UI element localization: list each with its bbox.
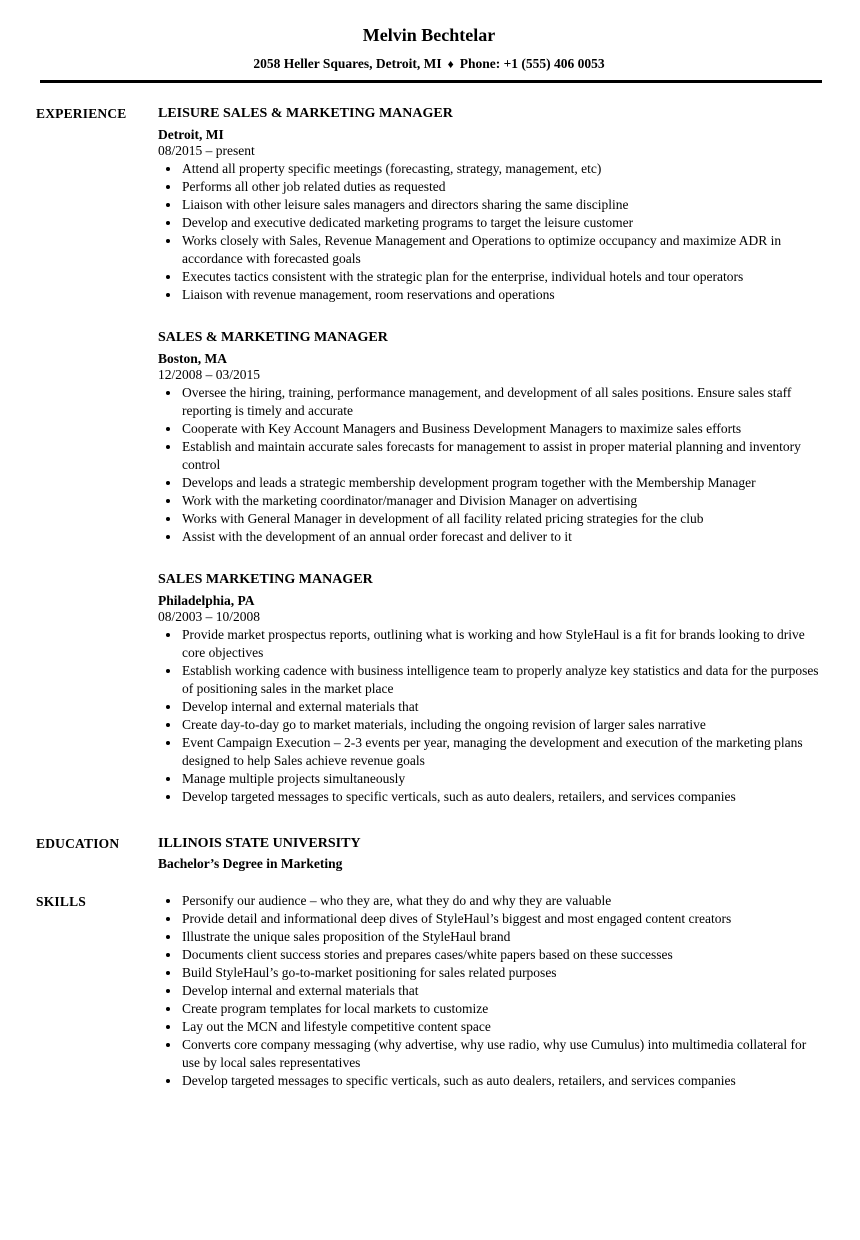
resume-body (36, 83, 822, 1090)
bullet-item: • Develop targeted messages to specific verticals, such as auto dealers, retailers, and services companies (181, 788, 822, 806)
bullet-item: • Assist with the development of an annual order forecast and deliver to it (181, 528, 822, 546)
bullet-item: • Create program templates for local markets to customize (181, 1000, 822, 1018)
bullet-item: • Develop internal and external materials that (181, 982, 822, 1000)
bullet-item: • Establish and maintain accurate sales forecasts for management to assist in proper material planning and inventory control (181, 438, 822, 474)
job-entry (158, 104, 822, 304)
experience-content (158, 104, 822, 806)
skills-section-label: SKILLS (36, 894, 86, 909)
contact-address: 2058 Heller Squares, Detroit, MI (253, 56, 442, 71)
education-section-label: EDUCATION (36, 836, 120, 851)
bullet-item: • Build StyleHaul’s go-to-market positioning for sales related purposes (181, 964, 822, 982)
job-entry (158, 570, 822, 806)
bullet-item: • Liaison with other leisure sales managers and directors sharing the same discipline (181, 196, 822, 214)
job-title: LEISURE SALES & MARKETING MANAGER (158, 106, 453, 121)
bullet-item: • Converts core company messaging (why advertise, why use radio, why use Cumulus) into multimedia collateral for use by local sales representatives (181, 1036, 822, 1072)
bullet-item: • Manage multiple projects simultaneously (181, 770, 822, 788)
bullet-item: • Event Campaign Execution – 2-3 events per year, managing the development and execution of the marketing plans designed to help Sales achieve revenue goals (181, 734, 822, 770)
bullet-item: • Works with General Manager in development of all facility related pricing strategies for the club (181, 510, 822, 528)
bullet-item: • Performs all other job related duties as requested (181, 178, 822, 196)
bullet-item: • Establish working cadence with business intelligence team to properly analyze key statistics and data for the purposes of positioning sales in the market place (181, 662, 822, 698)
section-skills (36, 892, 822, 1090)
section-education (36, 834, 822, 873)
bullet-item: • Develop internal and external materials that (181, 698, 822, 716)
bullet-item: • Illustrate the unique sales proposition of the StyleHaul brand (181, 928, 822, 946)
bullet-item: • Create day-to-day go to market materials, including the ongoing revision of larger sales narrative (181, 716, 822, 734)
job-location: Detroit, MI (158, 127, 224, 142)
bullet-item: • Work with the marketing coordinator/manager and Division Manager on advertising (181, 492, 822, 510)
bullet-item: • Cooperate with Key Account Managers and Business Development Managers to maximize sales efforts (181, 420, 822, 438)
job-bullet-list (158, 384, 822, 546)
bullet-item: • Documents client success stories and prepares cases/white papers based on these successes (181, 946, 822, 964)
job-bullet-list (158, 626, 822, 806)
job-title: SALES & MARKETING MANAGER (158, 330, 388, 345)
diamond-icon: ♦ (447, 57, 454, 71)
bullet-item: • Oversee the hiring, training, performance management, and development of all sales positions. Ensure sales staff reporting is timely and accurate (181, 384, 822, 420)
bullet-item: • Executes tactics consistent with the strategic plan for the enterprise, individual hotels and tour operators (181, 268, 822, 286)
bullet-item: • Personify our audience – who they are, what they do and why they are valuable (181, 892, 822, 910)
job-dates: 08/2015 – present (158, 143, 255, 158)
job-bullet-list (158, 160, 822, 304)
job-dates: 08/2003 – 10/2008 (158, 609, 261, 624)
experience-section-label: EXPERIENCE (36, 106, 127, 121)
skills-bullet-list (158, 892, 822, 1090)
resume-header (36, 24, 822, 73)
bullet-item: • Lay out the MCN and lifestyle competitive content space (181, 1018, 822, 1036)
contact-line (36, 55, 822, 73)
bullet-item: • Attend all property specific meetings (forecasting, strategy, management, etc) (181, 160, 822, 178)
section-experience (36, 104, 822, 806)
bullet-item: • Works closely with Sales, Revenue Management and Operations to optimize occupancy and maximize ADR in accordance with forecasted goals (181, 232, 822, 268)
job-location: Philadelphia, PA (158, 593, 255, 608)
job-dates: 12/2008 – 03/2015 (158, 367, 261, 382)
job-location: Boston, MA (158, 351, 228, 366)
education-degree: Bachelor’s Degree in Marketing (158, 856, 343, 871)
education-content (158, 834, 822, 873)
bullet-item: • Develop targeted messages to specific verticals, such as auto dealers, retailers, and services companies (181, 1072, 822, 1090)
education-school: ILLINOIS STATE UNIVERSITY (158, 836, 361, 851)
skills-content (158, 892, 822, 1090)
job-title: SALES MARKETING MANAGER (158, 572, 373, 587)
bullet-item: • Liaison with revenue management, room reservations and operations (181, 286, 822, 304)
job-entry (158, 328, 822, 546)
bullet-item: • Develop and executive dedicated marketing programs to target the leisure customer (181, 214, 822, 232)
bullet-item: • Provide market prospectus reports, outlining what is working and how StyleHaul is a fit for brands looking to drive core objectives (181, 626, 822, 662)
contact-phone: Phone: +1 (555) 406 0053 (459, 56, 605, 71)
candidate-name: Melvin Bechtelar (362, 25, 496, 45)
bullet-item: • Develops and leads a strategic membership development program together with the Membership Manager (181, 474, 822, 492)
bullet-item: • Provide detail and informational deep dives of StyleHaul’s biggest and most engaged content creators (181, 910, 822, 928)
